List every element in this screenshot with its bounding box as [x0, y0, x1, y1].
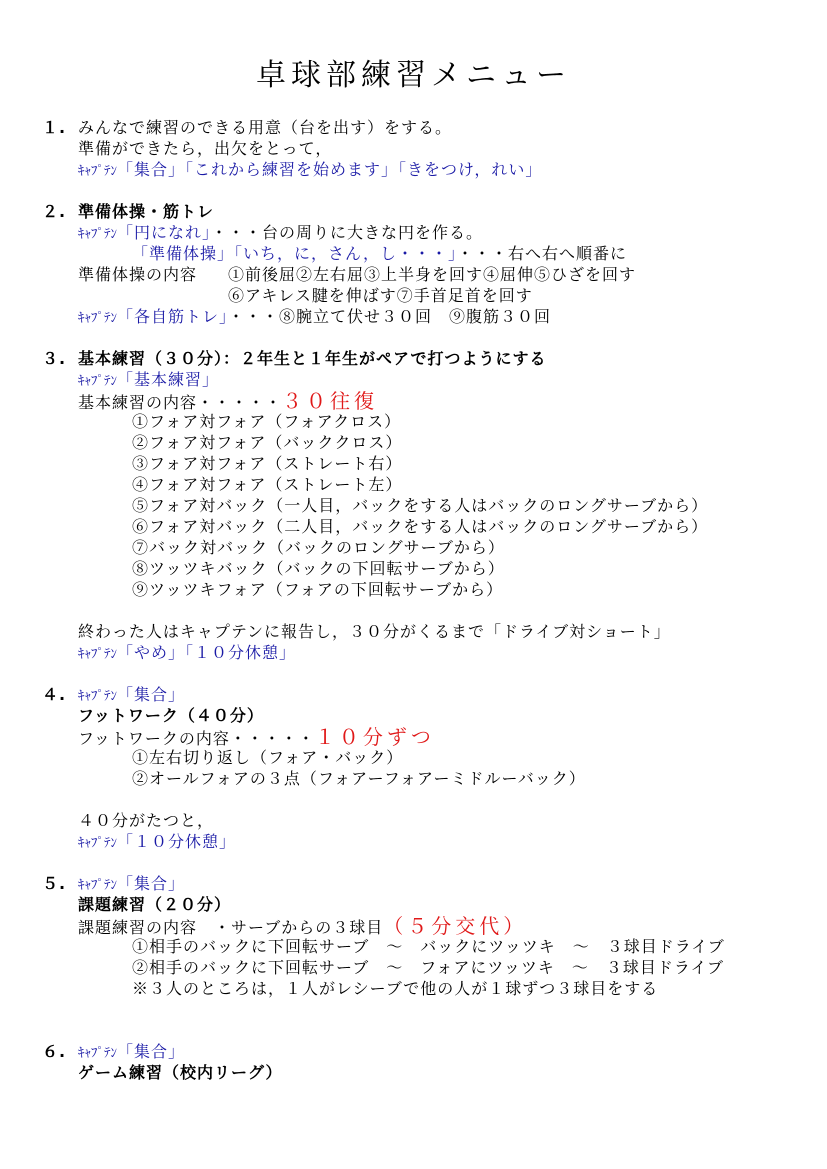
page-title: 卓球部練習メニュー — [256, 58, 571, 93]
list-item: ①相手のバックに下回転サーブ ～ バックにツッツキ ～ ３球目ドライブ — [132, 937, 725, 956]
content-label: フットワークの内容・・・・・ — [78, 729, 315, 748]
section-5-heading: 課題練習（２０分） — [78, 895, 232, 914]
captain-call-text: 「１０分休憩」 — [117, 832, 237, 851]
captain-label: ｷｬﾌﾟﾃﾝ — [78, 647, 117, 662]
line-text: ・・・⑧腕立て伏せ３０回 ⑨腹筋３０回 — [228, 307, 552, 326]
captain-label: ｷｬﾌﾟﾃﾝ — [78, 1046, 117, 1061]
section-3-captain-call — [78, 370, 219, 392]
list-item: ①フォア対フォア（フォアクロス） — [132, 412, 402, 431]
captain-label: ｷｬﾌﾟﾃﾝ — [78, 689, 117, 704]
section-2-line-3a: 準備体操の内容 — [78, 265, 198, 284]
list-item: ②相手のバックに下回転サーブ ～ フォアにツッツキ ～ ３球目ドライブ — [132, 958, 724, 977]
section-3-captain-call-2 — [78, 643, 296, 665]
list-item: ⑥フォア対バック（二人目，バックをする人はバックのロングサーブから） — [132, 517, 709, 536]
section-5-captain-call — [78, 874, 185, 896]
emphasis-text: （５分交代） — [383, 914, 528, 938]
list-item: ②フォア対フォア（バッククロス） — [132, 433, 403, 452]
captain-label: ｷｬﾌﾟﾃﾝ — [78, 836, 117, 851]
content-label: 基本練習の内容・・・・・ — [78, 393, 283, 412]
section-1-line-1: みんなで練習のできる用意（台を出す）をする。 — [78, 118, 453, 137]
list-item: ⑦バック対バック（バックのロングサーブから） — [132, 538, 505, 557]
captain-call-text: 「やめ」「１０分休憩」 — [117, 643, 297, 662]
section-2-line-5 — [78, 307, 551, 329]
list-item: ④フォア対フォア（ストレート左） — [132, 475, 403, 494]
captain-label: ｷｬﾌﾟﾃﾝ — [78, 164, 117, 179]
section-4-content — [78, 727, 435, 749]
section-2-heading: 準備体操・筋トレ — [78, 202, 215, 221]
section-4-number: ４. — [42, 685, 67, 704]
section-1-captain-call — [78, 160, 542, 182]
captain-call-text: 「集合」 — [117, 874, 186, 893]
section-3-number: ３. — [42, 349, 67, 368]
emphasis-text: １０分ずつ — [314, 725, 435, 749]
list-item: ③フォア対フォア（ストレート右） — [132, 454, 403, 473]
section-5-content — [78, 916, 527, 938]
section-4-heading: フットワーク（４０分） — [78, 706, 264, 725]
captain-call-text: 「集合」 — [117, 1042, 186, 1061]
content-label: 課題練習の内容 ・サーブからの３球目 — [78, 918, 384, 937]
emphasis-text: ３０往復 — [282, 389, 379, 413]
section-6-captain-call — [78, 1042, 185, 1064]
section-5-number: ５. — [42, 874, 67, 893]
section-3-content — [78, 391, 378, 413]
section-2-line-2 — [132, 244, 627, 264]
captain-call-text: 「円になれ」 — [117, 223, 212, 242]
list-item: ⑤フォア対バック（一人目，バックをする人はバックのロングサーブから） — [132, 496, 709, 515]
captain-call-text: 「集合」「これから練習を始めます」「きをつけ，れい」 — [117, 160, 543, 179]
list-item: ⑨ツッツキフォア（フォアの下回転サーブから） — [132, 580, 504, 599]
section-2-number: ２. — [42, 202, 67, 221]
list-item: ②オールフォアの３点（フォアーフォアーミドルーバック） — [132, 769, 586, 788]
list-item: ①左右切り返し（フォア・バック） — [132, 748, 404, 767]
captain-call-text: 「準備体操」「いち，に，さん，し・・・」 — [132, 244, 457, 263]
captain-label: ｷｬﾌﾟﾃﾝ — [78, 374, 117, 389]
section-1-number: １. — [42, 118, 67, 137]
section-4-after: ４０分がたつと， — [78, 811, 215, 830]
section-4-captain-call-2 — [78, 832, 236, 854]
captain-label: ｷｬﾌﾟﾃﾝ — [78, 311, 117, 326]
captain-call-text: 「基本練習」 — [117, 370, 220, 389]
section-2-line-1 — [78, 223, 483, 245]
section-3-after: 終わった人はキャプテンに報告し，３０分がくるまで「ドライブ対ショート」 — [78, 622, 671, 641]
captain-call-text: 「各自筋トレ」 — [117, 307, 229, 326]
section-6-number: ６. — [42, 1042, 67, 1061]
section-2-line-4: ⑥アキレス腱を伸ばす⑦手首足首を回す — [228, 286, 533, 305]
captain-call-text: 「集合」 — [117, 685, 186, 704]
line-text: ・・・台の周りに大きな円を作る。 — [211, 223, 484, 242]
section-6-heading: ゲーム練習（校内リーグ） — [78, 1063, 283, 1082]
line-text: ・・・右へ右へ順番に — [456, 244, 627, 263]
section-4-captain-call — [78, 685, 185, 707]
list-item: ※３人のところは，１人がレシーブで他の人が１球ずつ３球目をする — [132, 979, 659, 998]
section-3-heading: 基本練習（３０分）：２年生と１年生がペアで打つようにする — [78, 349, 547, 368]
captain-label: ｷｬﾌﾟﾃﾝ — [78, 227, 117, 242]
section-1-line-2: 準備ができたら，出欠をとって， — [78, 139, 333, 158]
captain-label: ｷｬﾌﾟﾃﾝ — [78, 878, 117, 893]
section-2-line-3b: ①前後屈②左右屈③上半身を回す④屈伸⑤ひざを回す — [228, 265, 637, 284]
list-item: ⑧ツッツキバック（バックの下回転サーブから） — [132, 559, 505, 578]
